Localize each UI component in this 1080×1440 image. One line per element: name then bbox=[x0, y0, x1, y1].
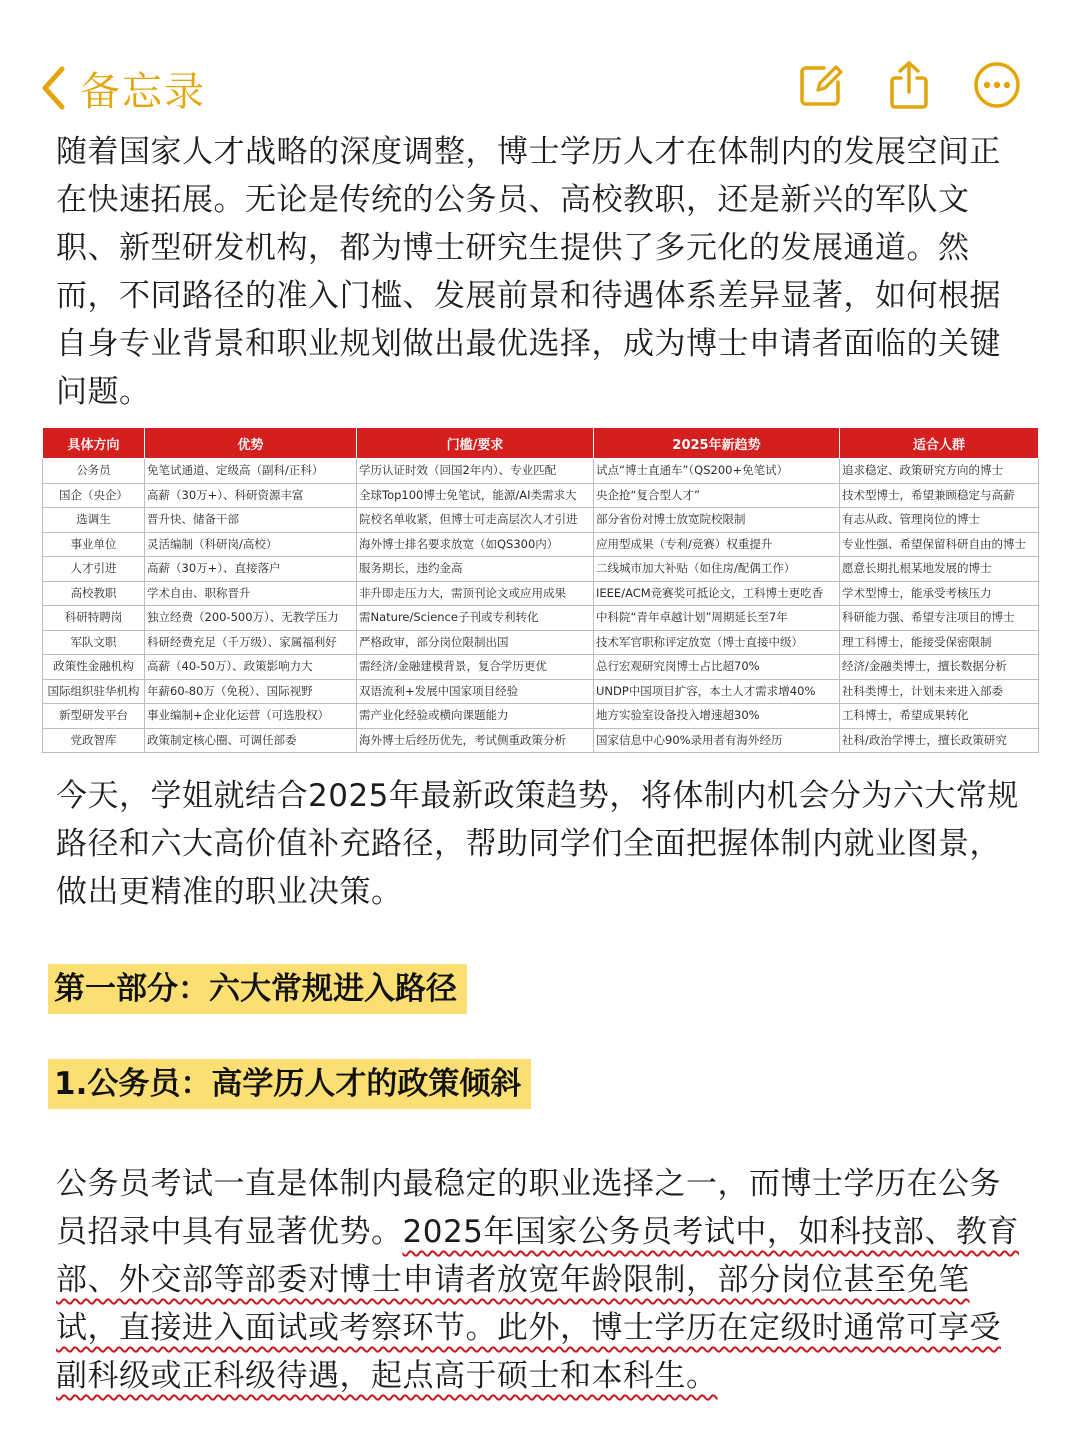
table-cell: 服务期长，违约金高 bbox=[357, 557, 594, 582]
table-cell: 部分省份对博士放宽院校限制 bbox=[594, 508, 840, 533]
section-heading-part1: 第一部分：六大常规进入路径 bbox=[48, 964, 467, 1014]
table-cell: 年薪60-80万（免税）、国际视野 bbox=[145, 679, 357, 704]
table-header-cell: 门槛/要求 bbox=[357, 428, 594, 459]
table-cell: 学术自由、职称晋升 bbox=[145, 581, 357, 606]
table-cell: 应用型成果（专利/竞赛）权重提升 bbox=[594, 532, 840, 557]
table-cell: 海外博士排名要求放宽（如QS300内） bbox=[357, 532, 594, 557]
table-cell: 严格政审，部分岗位限制出国 bbox=[357, 630, 594, 655]
summary-paragraph: 今天，学姐就结合2025年最新政策趋势，将体制内机会分为六大常规路径和六大高价值补充路径，帮助同学们全面把握体制内就业图景，做出更精准的职业决策。 bbox=[56, 778, 1019, 910]
table-cell: 专业性强、希望保留科研自由的博士 bbox=[840, 532, 1039, 557]
plain-text: 公务员考试一直是体制内最稳定的职业选择之一，而博士学历在公务员招录中具有显著优势。 bbox=[56, 1166, 1001, 1250]
table-row bbox=[43, 630, 1039, 655]
table-cell: 事业编制+企业化运营（可选股权） bbox=[145, 704, 357, 729]
table-cell: 试点“博士直通车”（QS200+免笔试） bbox=[594, 459, 840, 484]
table-cell: 需经济/金融建模背景，复合学历更优 bbox=[357, 655, 594, 680]
table-cell: IEEE/ACM竞赛奖可抵论文，工科博士更吃香 bbox=[594, 581, 840, 606]
table-cell: UNDP中国项目扩容，本土人才需求增40% bbox=[594, 679, 840, 704]
table-cell: 学历认证时效（回国2年内）、专业匹配 bbox=[357, 459, 594, 484]
table-cell: 经济/金融类博士，擅长数据分析 bbox=[840, 655, 1039, 680]
table-row bbox=[43, 704, 1039, 729]
table-cell: 愿意长期扎根某地发展的博士 bbox=[840, 557, 1039, 582]
table-row bbox=[43, 606, 1039, 631]
table-cell: 政策制定核心圈、可调任部委 bbox=[145, 728, 357, 753]
civil-servant-paragraph bbox=[56, 1160, 1031, 1400]
table-cell: 央企抢“复合型人才” bbox=[594, 483, 840, 508]
table-row bbox=[43, 728, 1039, 753]
toolbar-actions bbox=[796, 60, 1022, 110]
table-cell: 技术型博士，希望兼顾稳定与高薪 bbox=[840, 483, 1039, 508]
row-label-cell: 新型研发平台 bbox=[43, 704, 145, 729]
table-cell: 技术军官职称评定放宽（博士直接中级） bbox=[594, 630, 840, 655]
table-row bbox=[43, 679, 1039, 704]
table-cell: 全球Top100博士免笔试，能源/AI类需求大 bbox=[357, 483, 594, 508]
section-heading-civil-servant: 1.公务员：高学历人才的政策倾斜 bbox=[48, 1059, 531, 1109]
table-row bbox=[43, 508, 1039, 533]
table-cell: 高薪（30万+）、直接落户 bbox=[145, 557, 357, 582]
compose-button[interactable] bbox=[796, 60, 846, 110]
row-label-cell: 党政智库 bbox=[43, 728, 145, 753]
row-label-cell: 科研特聘岗 bbox=[43, 606, 145, 631]
table-cell: 院校名单收紧，但博士可走高层次人才引进 bbox=[357, 508, 594, 533]
table-cell: 高薪（40-50万）、政策影响力大 bbox=[145, 655, 357, 680]
row-label-cell: 国企（央企） bbox=[43, 483, 145, 508]
table-cell: 学术型博士，能承受考核压力 bbox=[840, 581, 1039, 606]
row-label-cell: 事业单位 bbox=[43, 532, 145, 557]
intro-paragraph: 随着国家人才战略的深度调整，博士学历人才在体制内的发展空间正在快速拓展。无论是传统的公务员、高校教职，还是新兴的军队文职、新型研发机构，都为博士研究生提供了多元化的发展通道。然而，不同路径的准入门槛、发展前景和待遇体系差异显著，如何根据自身专业背景和职业规划做出最优选择，成为博士申请者面临的关键问题。 bbox=[56, 134, 1001, 410]
table-cell: 需Nature/Science子刊或专利转化 bbox=[357, 606, 594, 631]
table-cell: 地方实验室设备投入增速超30% bbox=[594, 704, 840, 729]
table-row bbox=[43, 557, 1039, 582]
table-cell: 中科院“青年卓越计划”周期延长至7年 bbox=[594, 606, 840, 631]
table-cell: 独立经费（200-500万）、无教学压力 bbox=[145, 606, 357, 631]
table-cell: 灵活编制（科研岗/高校） bbox=[145, 532, 357, 557]
row-label-cell: 公务员 bbox=[43, 459, 145, 484]
table-header-cell: 2025年新趋势 bbox=[594, 428, 840, 459]
top-navigation-bar bbox=[0, 0, 1080, 128]
back-button[interactable] bbox=[40, 60, 206, 116]
share-button[interactable] bbox=[884, 60, 934, 110]
table-row bbox=[43, 532, 1039, 557]
table-row bbox=[43, 655, 1039, 680]
row-label-cell: 人才引进 bbox=[43, 557, 145, 582]
table-cell: 总行宏观研究岗博士占比超70% bbox=[594, 655, 840, 680]
table-cell: 追求稳定、政策研究方向的博士 bbox=[840, 459, 1039, 484]
table-cell: 需产业化经验或横向课题能力 bbox=[357, 704, 594, 729]
table-cell: 社科/政治学博士，擅长政策研究 bbox=[840, 728, 1039, 753]
share-icon bbox=[887, 60, 931, 110]
back-label: 备忘录 bbox=[80, 68, 206, 115]
table-row bbox=[43, 581, 1039, 606]
table-cell: 免笔试通道、定级高（副科/正科） bbox=[145, 459, 357, 484]
table-cell: 高薪（30万+）、科研资源丰富 bbox=[145, 483, 357, 508]
row-label-cell: 国际组织驻华机构 bbox=[43, 679, 145, 704]
career-paths-table bbox=[42, 427, 1038, 753]
table-header-cell: 适合人群 bbox=[840, 428, 1039, 459]
table-header-row bbox=[43, 428, 1039, 459]
table-cell: 工科博士，希望成果转化 bbox=[840, 704, 1039, 729]
table-cell: 二线城市加大补贴（如住房/配偶工作） bbox=[594, 557, 840, 582]
compose-icon bbox=[798, 62, 844, 108]
table-cell: 社科类博士，计划未来进入部委 bbox=[840, 679, 1039, 704]
table-cell: 科研能力强、希望专注项目的博士 bbox=[840, 606, 1039, 631]
chevron-left-icon bbox=[40, 65, 66, 111]
table-cell: 科研经费充足（千万级）、家属福利好 bbox=[145, 630, 357, 655]
table-cell: 晋升快、储备干部 bbox=[145, 508, 357, 533]
table-cell: 双语流利+发展中国家项目经验 bbox=[357, 679, 594, 704]
table-cell: 国家信息中心90%录用者有海外经历 bbox=[594, 728, 840, 753]
row-label-cell: 政策性金融机构 bbox=[43, 655, 145, 680]
table-header-cell: 具体方向 bbox=[43, 428, 145, 459]
row-label-cell: 高校教职 bbox=[43, 581, 145, 606]
underlined-text: 2025年国家公务员考试中，如科技部、教育部、外交部等部委对博士申请者放宽年龄限制，部分岗位甚至免笔试，直接进入面试或考察环节。此外，博士学历在定级时通常可享受副科级或正科级待遇，起点高于硕士和本科生。 bbox=[56, 1214, 1019, 1394]
table-row bbox=[43, 483, 1039, 508]
more-button[interactable] bbox=[972, 60, 1022, 110]
row-label-cell: 军队文职 bbox=[43, 630, 145, 655]
table-cell: 有志从政、管理岗位的博士 bbox=[840, 508, 1039, 533]
table-cell: 理工科博士，能接受保密限制 bbox=[840, 630, 1039, 655]
table-row bbox=[43, 459, 1039, 484]
table-cell: 海外博士后经历优先，考试侧重政策分析 bbox=[357, 728, 594, 753]
table-header-cell: 优势 bbox=[145, 428, 357, 459]
row-label-cell: 选调生 bbox=[43, 508, 145, 533]
table-cell: 非升即走压力大，需顶刊论文或应用成果 bbox=[357, 581, 594, 606]
more-icon bbox=[973, 61, 1021, 109]
